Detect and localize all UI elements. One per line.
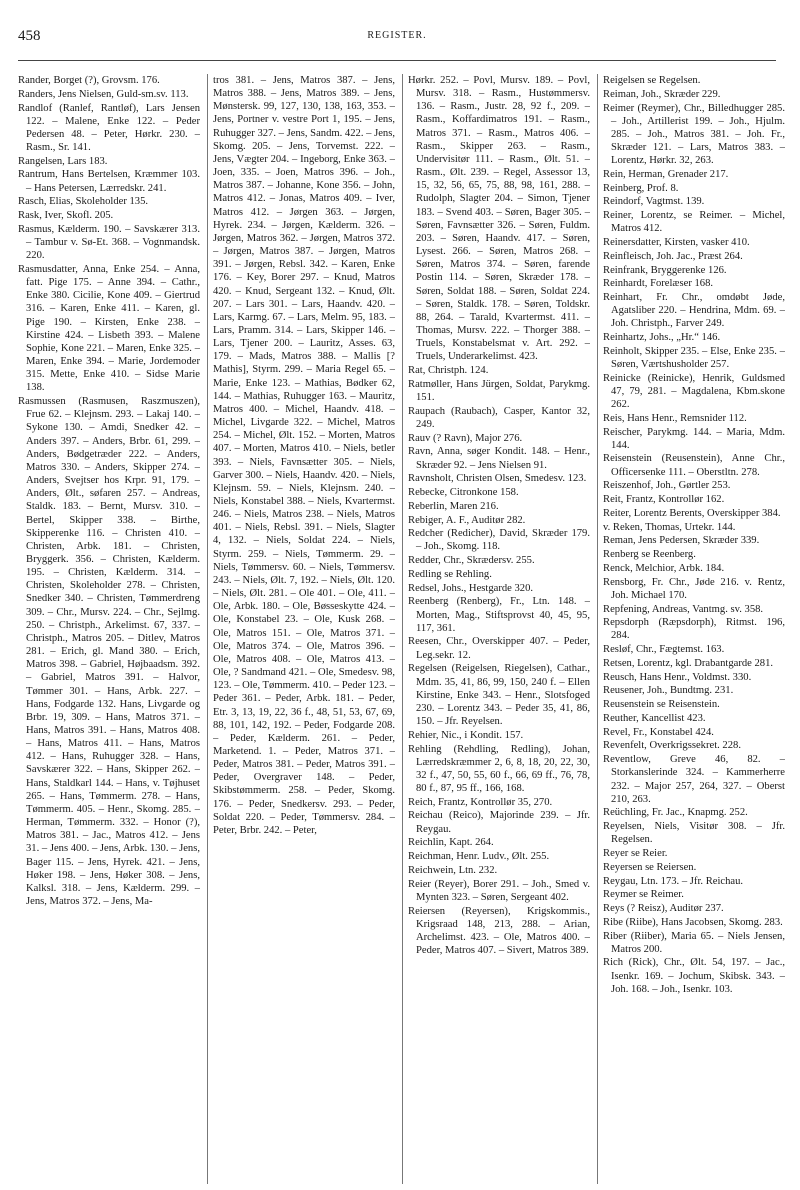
index-entry: Reiter, Lorentz Berents, Overskipper 384. <box>603 507 781 519</box>
index-column-1 <box>18 74 200 1184</box>
index-entry: Renck, Melchior, Arbk. 184. <box>603 562 725 574</box>
index-entry: Rensborg, Fr. Chr., Jøde 216. v. Rentz, Joh. Michael 170. <box>603 576 785 601</box>
index-entry: Reichau (Reico), Majorinde 239. – Jfr. Reygau. <box>408 810 590 835</box>
index-entry: Rauv (? Ravn), Major 276. <box>408 432 523 444</box>
index-entry: Reichlin, Kapt. 264. <box>408 837 494 849</box>
index-entry: Rebiger, A. F., Auditør 282. <box>408 514 526 526</box>
index-entry: Rasmussen (Rasmusen, Raszmuszen), Frue 62. – Klejnsm. 293. – Lakaj 140. – Sykone 130. – Amdi, Snedker 42. – Anders 397. – Anders, Brbr. 61, 299. – Anders, Bødgetræder 222. – Anders, Matros 330. – Anders, Skipper 274. – Anders, Svejtser hos Krpr. 91, 179. – Anders, Ølt., søfaren 257. – Andreas, Staldk. 183. – Bernt, Mursv. 310. – Bertel, Skipper 338. – Birthe, Skipperenke 116. – Christen 410. – Christen, Arbk. 181. – Christen, Bryggerk. 356. – Christen, Kælderm. 195. – Christen, Kælderm. 314. – Christen, Skoleholder 278. – Christen, Snedker 340. – Christen, Tømmerdreng 309. – Chr., Mursv. 224. – Chr., Sejlmg. 250. – Christph., Arkelimst. 67, 337. – Christph., Matros 205. – Ditlev, Matros 281. – Erich, gl. Mand 380. – Erich, Matros 398. – Gabriel, Højbaadsm. 392. – Gabriel, Matros 391. – Halvor, Tømmer 301. – Hans, Arbk. 227. – Hans, Fodgarde 132. Hans, Livgarde og Brbr. 19, 309. – Hans, Matros 371. – Hans, Matros 391. – Hans, Matros 408. – Hans, Matros 411. – Hans, Matros 412. – Hans, Ruhugger 328. – Hans, Savskærer 322. – Hans, Skipper 262. – Hans, Staldkarl 144. – Hans, v. Tøjhuset 265. – Hans, Tømmerm. 278. – Hans, Tømmerm. 405. – Henr., Skomg. 285. – Herman, Tømmerm. 332. – Honor (?), Matros 381. – Jac., Matros 412. – Jens 31. – Jens 400. – Jens, Arbk. 130. – Jens, Bager 115. – Jens, Hyrek. 421. – Jens, Høker 198. – Jens, Høker 308. – Jens, Kalksl. 318. – Jens, Kælderm. 299. – Jens, Matros 372. – Jens, Ma- <box>18 396 200 908</box>
header-rule <box>18 60 776 61</box>
index-entry: Rebecke, Citronkone 158. <box>408 487 519 498</box>
index-entry: Ribe (Riibe), Hans Jacobsen, Skomg. 283. <box>603 916 783 928</box>
index-entry: Hørkr. 252. – Povl, Mursv. 189. – Povl, Mursv. 318. – Rasm., Hustømmersv. 136. – Rasm., Justr. 28, 92 f., 209. – Rasm., Koffardimatros 191. – Rasm., Matros 371. – Rasm., Matros 406. – Rasm., Skipper 263. – Rasm., Undervisitør 111. – Rasm., Ølt. 51. – Rasm., Ølt. 239. – Regel, Assessor 13, 15, 32, 56, 65, 75, 88, 98, 161, 288. – Rudolph, Slagter 204. – Simon, Tjener 183. – Svend 403. – Søren, Bager 305. – Søren, Favnsætter 326. – Søren, Fuldm. 203. – Søren, Haandv. 417. – Søren, Lysest. 266. – Søren, Matros 268. – Søren, Matros 374. – Søren, farende Postin 114. – Søren, Skræder 178. – Søren, Soldat 188. – Søren, Soldat 224. – Søren, Staldk. 178. – Søren, Toldskr. 88, 264. – Tarald, Kvartermst. 411. – Thomas, Mursv. 222. – Thorger 388. – Truels, Konstabelsmat v. Art. 292. – Truels, Underarkelimst. 423. <box>408 75 590 363</box>
index-entry: Riber (Riiber), Maria 65. – Niels Jensen, Matros 200. <box>603 930 785 955</box>
index-entry: Rantrum, Hans Bertelsen, Kræmmer 103. – Hans Petersen, Lærredskr. 241. <box>18 169 200 194</box>
index-entry: Repfening, Andreas, Vantmg. sv. 358. <box>603 603 764 615</box>
index-entry: Reiersen (Reyersen), Krigskommis., Krigsraad 148, 213, 288. – Arian, Archelimst. 423. – Ole, Matros 400. – Peder, Matros 407. – Sivert, Matros 389. <box>408 905 590 956</box>
index-entry: Reyersen se Reiersen. <box>603 861 697 873</box>
index-entry: Reigelsen se Regelsen. <box>603 75 701 86</box>
index-entry: tros 381. – Jens, Matros 387. – Jens, Matros 388. – Jens, Matros 389. – Jens, Mønstersk. 99, 127, 130, 138, 163, 353. – Jens, Portner v. vestre Port 1, 195. – Jens, Ruhugger 327. – Jens, Sandm. 422. – Jens, Skomg. 205. – Jens, Torvemst. 222. – Jens, Vægter 204. – Ingeborg, Enke 363. – Joen, 335. – Joen, Matros 396. – Joh., Matros 387. – Johanne, Kone 356. – John, Matros 412. – Jonas, Matros 409. – Iver, Matros 412. – Jørgen 363. – Jørgen, Hyrek. 234. – Jørgen, Kælderm. 326. – Jørgen, Matros 362. – Jørgen, Matros 372. – Jørgen, Matros 387. – Jørgen, Matros 391. – Jørgen, Rebsl. 342. – Karen, Enke 176. – Key, Borer 297. – Knud, Matros 420. – Knud, Sergeant 132. – Knud, Ølt. 207. – Lars 301. – Lars, Haandv. 420. – Lars, Karmg. 67. – Lars, Melm. 95, 183. – Lars, Pramm. 314. – Lars, Skipper 146. – Lars, Tjener 200. – Lauritz, Asses. 63, 179. – Mads, Matros 388. – Mallis [? Mathis], Styrm. 299. – Maria Regel 65. – Marie, Enke 123. – Mathias, Bødker 62, 144. – Mathias, Ruhugger 163. – Mauritz, Matros 400. – Michel, Haandv. 418. – Michel, Livgarde 322. – Michel, Matros 254. – Michel, Ølt. 152. – Morten, Matros 407. – Morten, Matros 410. – Niels, betler 393. – Niels, Favnsætter 305. – Niels, Garver 300. – Niels, Haandv. 420. – Niels, Klejnsm. 59. – Niels, Klejnsm. 240. – Niels, Konstabel 388. – Niels, Kvartermst. 246. – Niels, Matros 238. – Niels, Matros 401. – Niels, Rebsl. 391. – Niels, Slagter 4, 132. – Niels, Soldat 224. – Niels, Styrm. 259. – Niels, Tømmerm. 29. – Niels, Tømmersv. 60. – Niels, Tømmersv. 243. – Niels, Ølt. 7, 192. – Niels, Ølt. 120. – Niels, Ølt. 281. – Ole 401. – Ole, 411. – Ole, Arbk. 180. – Ole, Bøsseskytte 424. – Ole, Konstabel 23. – Ole, Kusk 268. – Ole, Matros 151. – Ole, Matros 371. – Ole, Matros 374. – Ole, Matros 396. – Ole, Matros 408. – Ole, Matros 413. – Ole, ? Sandmand 421. – Ole, Smedesv. 98, 123. – Ole, Tømmerm. 410. – Peder 123. – Peder 361. – Peder, Arbk. 181. – Peder, Etr. 3, 13, 19, 22, 36 f., 48, 51, 53, 67, 69, 88, 101, 142, 192. – Peder, Fodgarde 208. – Peder, Kælderm. 261. – Peder, Marketend. 1. – Peder, Matros 371. – Peder, Matros 381. – Peder, Matros 391. – Peder, Overgraver 148. – Peder, Skibstømmerm. 258. – Peder, Skomg. 176. – Peder, Snedkersv. 293. – Peder, Soldat 220. – Peder, Tømmersv. 284. – Peter, Brbr. 242. – Peter, <box>213 75 395 836</box>
index-entry: Randlof (Ranlef, Rantløf), Lars Jensen 122. – Malene, Enke 122. – Peder Pedersen 48. – Peter, Hørkr. 230. – Rasm., Sr. 141. <box>18 102 200 153</box>
index-entry: Rasch, Elias, Skoleholder 135. <box>18 196 149 208</box>
index-entry: Reenberg (Renberg), Fr., Ltn. 148. – Morten, Mag., Stiftsprovst 40, 45, 95, 117, 361. <box>408 596 590 634</box>
index-entry: Reygau, Ltn. 173. – Jfr. Reichau. <box>603 875 744 887</box>
index-entry: Rich (Rick), Chr., Ølt. 54, 197. – Jac., Isenkr. 169. – Jochum, Skibsk. 343. – Joh. 168. – Joh., Isenkr. 103. <box>603 957 785 995</box>
index-entry: Rasmusdatter, Anna, Enke 254. – Anna, fatt. Pige 175. – Anne 394. – Cathr., Enke 380. Cicilie, Kone 409. – Giertrud 316. – Karen, Enke 411. – Karen, gl. Pige 190. – Kirsten, Enke 238. – Kirstine 424. – Lisbeth 393. – Malene Sophie, Kone 221. – Maren, Enke 325. – Maren, Enke 394. – Marie, Jordemoder 315. Mette, Enke 410. – Sidse Marie 138. <box>18 263 200 394</box>
index-entry: Rask, Iver, Skofl. 205. <box>18 210 114 222</box>
index-entry: Rangelsen, Lars 183. <box>18 155 108 167</box>
index-entry: Reindorf, Vagtmst. 139. <box>603 196 705 208</box>
index-entry: Reman, Jens Pedersen, Skræder 339. <box>603 535 760 547</box>
index-entry: Reiner, Lorentz, se Reimer. – Michel, Matros 412. <box>603 210 785 235</box>
index-entry: Reis, Hans Henr., Remsnider 112. <box>603 412 747 424</box>
index-entry: Reyelsen, Niels, Visitør 308. – Jfr. Regelsen. <box>603 821 785 846</box>
index-entry: Randers, Jens Nielsen, Guld-sm.sv. 113. <box>18 88 189 100</box>
index-column-2 <box>213 74 395 1184</box>
index-entry: Redling se Rehling. <box>408 568 492 580</box>
index-entry: Reüchling, Fr. Jac., Knapmg. 252. <box>603 807 748 819</box>
index-entry: Reesen, Chr., Overskipper 407. – Peder, Leg.sekr. 12. <box>408 636 590 661</box>
index-entry: Rehier, Nic., i Kondit. 157. <box>408 729 524 741</box>
index-entry: Reusch, Hans Henr., Voldmst. 330. <box>603 671 752 683</box>
index-entry: Reischer, Parykmg. 144. – Maria, Mdm. 144. <box>603 426 785 451</box>
index-entry: Ravn, Anna, søger Kondit. 148. – Henr., Skræder 92. – Jens Nielsen 91. <box>408 446 590 471</box>
running-head: REGISTER. <box>367 30 427 41</box>
index-entry: Reusenstein se Reisenstein. <box>603 699 720 711</box>
index-entry: Reinberg, Prof. 8. <box>603 182 679 194</box>
index-entry: Reinholt, Skipper 235. – Else, Enke 235. – Søren, Værtshusholder 257. <box>603 345 785 370</box>
index-entry: Rein, Herman, Grenader 217. <box>603 168 729 180</box>
column-divider <box>207 74 208 1184</box>
index-entry: Reit, Frantz, Kontrollør 162. <box>603 494 725 506</box>
column-divider <box>597 74 598 1184</box>
index-entry: Reusener, Joh., Bundtmg. 231. <box>603 685 734 697</box>
index-entry: Reichman, Henr. Ludv., Ølt. 255. <box>408 851 550 863</box>
index-entry: Reiman, Joh., Skræder 229. <box>603 88 721 100</box>
index-entry: Reinfrank, Bryggerenke 126. <box>603 264 727 276</box>
index-entry: Revenfelt, Overkrigssekret. 228. <box>603 740 741 752</box>
index-entry: Retsen, Lorentz, kgl. Drabantgarde 281. <box>603 657 774 669</box>
index-entry: Reisenstein (Reusenstein), Anne Chr., Officersenke 111. – Oberstltn. 278. <box>603 453 785 478</box>
index-entry: Reyer se Reier. <box>603 848 668 860</box>
page-number: 458 <box>18 28 41 44</box>
index-entry: Repsdorph (Ræpsdorph), Ritmst. 196, 284. <box>603 617 785 642</box>
index-entry: Ravnsholt, Christen Olsen, Smedesv. 123. <box>408 473 587 485</box>
index-entry: Reymer se Reimer. <box>603 889 684 901</box>
index-entry: Reichwein, Ltn. 232. <box>408 864 498 876</box>
index-entry: Reimer (Reymer), Chr., Billedhugger 285. – Joh., Artillerist 199. – Joh., Hjulm. 285. – Joh., Matros 381. – Joh. Fr., Skræder 121. – Lars, Matros 383. – Lorentz, Hørkr. 32, 263. <box>603 102 785 167</box>
index-entry: Revel, Fr., Konstabel 424. <box>603 726 714 738</box>
index-entry: Rehling (Rehdling, Redling), Johan, Lærredskræmmer 2, 6, 8, 18, 20, 22, 30, 32 f., 47, 50, 55, 60 f., 66, 69 ff., 76, 78, 80 f., 87, 95 ff., 166, 168. <box>408 743 590 794</box>
index-entry: Reinhart, Fr. Chr., omdøbt Jøde, Agatsliber 220. – Hendrina, Mdm. 69. – Joh. Christph., Farver 249. <box>603 292 785 330</box>
index-column-3 <box>408 74 590 1184</box>
index-entry: Reich, Frantz, Kontrollør 35, 270. <box>408 796 553 808</box>
column-divider <box>402 74 403 1184</box>
index-entry: Ratmøller, Hans Jürgen, Soldat, Parykmg. 151. <box>408 378 590 403</box>
index-entry: Redder, Chr., Skrædersv. 255. <box>408 555 535 567</box>
index-entry: Regelsen (Reigelsen, Riegelsen), Cathar., Mdm. 35, 41, 86, 99, 150, 240 f. – Ellen Kirstine, Enke 343. – Henr., Slotsfoged 230. – Lorentz 343. – Peder 35, 41, 86, 150. – Jfr. Reyelsen. <box>408 663 590 727</box>
index-entry: Reys (? Reisz), Auditør 237. <box>603 903 724 915</box>
index-entry: Reinhartz, Johs., „Hr.“ 146. <box>603 332 721 344</box>
index-column-4 <box>603 74 785 1184</box>
index-entry: Rander, Borget (?), Grovsm. 176. <box>18 75 160 86</box>
index-entry: Rasmus, Kælderm. 190. – Savskærer 313. – Tambur v. Sø-Et. 368. – Vognmandsk. 220. <box>18 223 200 262</box>
index-entry: Reiszenhof, Joh., Gørtler 253. <box>603 480 731 492</box>
index-entry: Reventlow, Greve 46, 82. – Storkanslerinde 324. – Kammerherre 232. – Major 257, 264, 327. – Oberst 210, 263. <box>603 754 785 805</box>
index-columns <box>18 74 785 1184</box>
index-entry: Reinicke (Reinicke), Henrik, Guldsmed 47, 79, 281. – Magdalena, Kbm.skone 262. <box>603 372 785 411</box>
page-header <box>18 28 776 48</box>
index-entry: Reuther, Kancellist 423. <box>603 712 706 724</box>
index-entry: Reinhardt, Forelæser 168. <box>603 278 714 290</box>
index-entry: Redcher (Redicher), David, Skræder 179. – Joh., Skomg. 118. <box>408 528 590 553</box>
index-entry: Raupach (Raubach), Casper, Kantor 32, 249. <box>408 405 590 430</box>
index-entry: Resløf, Chr., Fægtemst. 163. <box>603 644 725 656</box>
index-entry: Reinersdatter, Kirsten, vasker 410. <box>603 237 750 249</box>
index-entry: Rat, Christph. 124. <box>408 365 489 377</box>
index-entry: Reier (Reyer), Borer 291. – Joh., Smed v. Mynten 323. – Søren, Sergeant 402. <box>408 878 590 903</box>
index-entry: Redsel, Johs., Hestgarde 320. <box>408 582 534 594</box>
index-entry: Renberg se Reenberg. <box>603 549 696 561</box>
index-entry: Reberlin, Maren 216. <box>408 500 499 512</box>
index-entry: Reinfleisch, Joh. Jac., Præst 264. <box>603 250 743 262</box>
index-entry: v. Reken, Thomas, Urtekr. 144. <box>603 521 736 533</box>
